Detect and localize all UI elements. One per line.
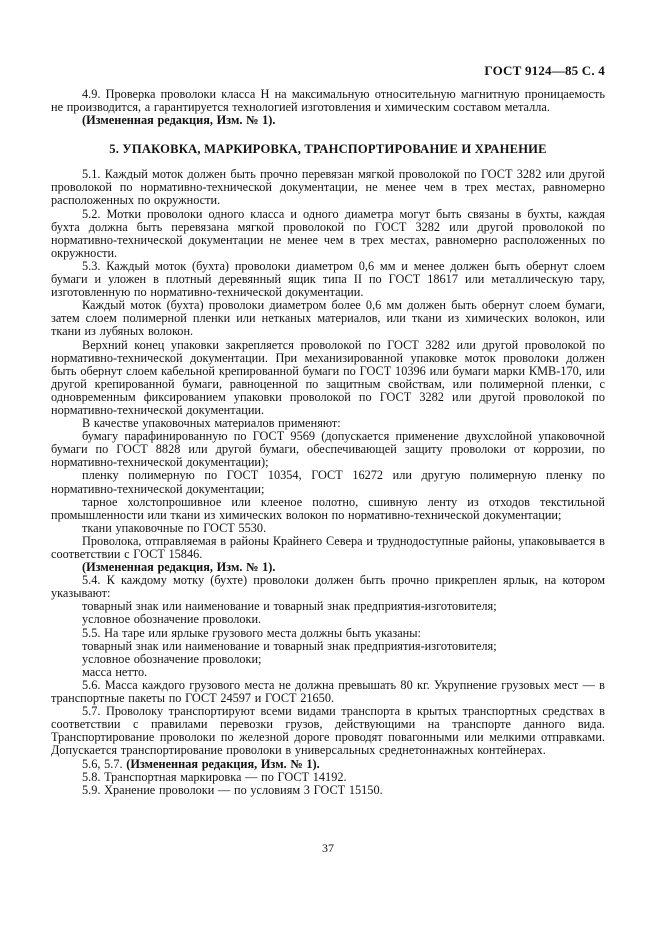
text-run: 5.3. Каждый моток (бухта) проволоки диаметром 0,6 мм и менее должен быть обернут слоем бумаги и уложен в плотный деревянный ящик типа II по ГОСТ 18617 или металлическую тару, изготовленную по нормативно-технической документации. [51, 258, 605, 300]
text-run: бумагу парафинированную по ГОСТ 9569 (допускается применение двухслойной упаковочной бумаги по ГОСТ 8828 или другой бумаги, обеспечивающей защиту проволоки от коррозии, по нормативно-технической документации); [51, 429, 605, 470]
text-run: товарный знак или наименование и товарный знак предприятия-изготовителя; [82, 638, 497, 653]
paragraph [51, 496, 605, 522]
paragraph [51, 208, 605, 260]
paragraph [51, 168, 605, 207]
text-run: 5.5. На таре или ярлыке грузового места должны быть указаны: [82, 625, 421, 640]
text-run: пленку полимерную по ГОСТ 10354, ГОСТ 16272 или другую полимерную пленку по нормативно-технической документации; [51, 468, 605, 496]
text-run: В качестве упаковочных материалов применяют: [82, 416, 341, 431]
text-run: 5.6. Масса каждого грузового места не должна превышать 80 кг. Укрупнение грузовых мест — в транспортные пакеты по ГОСТ 24597 и ГОСТ 21650. [51, 677, 605, 706]
text-run: 5.2. Мотки проволоки одного класса и одного диаметра могут быть связаны в бухты, каждая бухта должна быть перевязана мягкой проволокой по ГОСТ 3282 или другой проволокой по нормативно-технической документации не менее чем в трех местах, равномерно расположенных по окружности. [51, 206, 605, 260]
text-run: товарный знак или наименование и товарный знак предприятия-изготовителя; [82, 599, 497, 614]
paragraph [51, 430, 605, 469]
text-run: тарное холстопрошивное или клееное полотно, сшивную ленту из отходов текстильной промышленности или ткани из химических волокон по нормативно-технической документации; [51, 494, 605, 522]
text-run: (Измененная редакция, Изм. № 1). [126, 756, 320, 771]
section-heading: 5. УПАКОВКА, МАРКИРОВКА, ТРАНСПОРТИРОВАНИЕ И ХРАНЕНИЕ [109, 142, 547, 157]
paragraph [51, 260, 605, 299]
paragraph [51, 114, 605, 127]
paragraph [51, 88, 605, 114]
text-block [51, 64, 605, 797]
text-run: 5.6, 5.7. [82, 756, 127, 771]
text-run: 5.7. Проволоку транспортируют всеми видами транспорта в крытых транспортных средствах в соответствии с правилами перевозки грузов, действующими на транспорте данного вида. Транспортирование проволоки по железной дороге проводят повагонными или мелкими отправками. Допускается транспортирование проволоки в универсальных среднетоннажных контейнерах. [51, 704, 605, 758]
text-run: ткани упаковочные по ГОСТ 5530. [82, 520, 267, 535]
gost-header: ГОСТ 9124—85 С. 4 [484, 63, 605, 78]
text-run: (Измененная редакция, Изм. № 1). [82, 113, 276, 128]
text-run: 5.1. Каждый моток должен быть прочно перевязан мягкой проволокой по ГОСТ 3282 или другой проволокой по нормативно-технической документации, не менее чем в трех местах, равномерно расположенных по окружности. [51, 167, 605, 208]
text-run: 5.8. Транспортная маркировка — по ГОСТ 14192. [82, 769, 347, 784]
text-run: условное обозначение проволоки. [82, 612, 262, 627]
paragraph [51, 574, 605, 600]
text-run: условное обозначение проволоки; [82, 651, 262, 666]
paragraph [51, 299, 605, 338]
text-run: (Измененная редакция, Изм. № 1). [82, 560, 276, 575]
text-run: Каждый моток (бухта) проволоки диаметром более 0,6 мм должен быть обернут слоем бумаги, затем слоем полимерной пленки или нетканых материалов, или ткани из химических волокон, или ткани из лубяных волокон. [51, 298, 605, 339]
paragraph [51, 469, 605, 495]
intro-paragraphs [51, 88, 605, 127]
text-run: масса нетто. [82, 664, 148, 679]
section-paragraphs [51, 168, 605, 797]
text-run: Верхний конец упаковки закрепляется проволокой по ГОСТ 3282 или другой проволокой по нормативно-технической документации. При механизированной упаковке моток проволоки должен быть обернут слоем кабельной крепированной бумаги по ГОСТ 10396 или бумаги марки КМВ-170, или другой крепированной бумаги, равноценной по защитным свойствам, или полимерной пленки, с одновременным фиксированием упаковки проволокой по ГОСТ 3282 или другой проволокой по нормативно-технической документации. [51, 337, 605, 417]
paragraph [51, 339, 605, 418]
page-number: 37 [322, 841, 334, 855]
paragraph [51, 784, 605, 797]
text-run: 4.9. Проверка проволоки класса Н на максимальную относительную магнитную проницаемость не производится, а гарантируется технологией изготовления и химическим составом металла. [51, 87, 605, 115]
paragraph [51, 705, 605, 757]
paragraph [51, 535, 605, 561]
text-run: 5.4. К каждому мотку (бухте) проволоки должен быть прочно прикреплен ярлык, на котором указывают: [51, 573, 605, 601]
text-run: Проволока, отправляемая в районы Крайнего Севера и труднодоступные районы, упаковывается в соответствии с ГОСТ 15846. [51, 533, 605, 561]
text-run: 5.9. Хранение проволоки — по условиям 3 ГОСТ 15150. [82, 782, 383, 797]
paragraph [51, 679, 605, 705]
